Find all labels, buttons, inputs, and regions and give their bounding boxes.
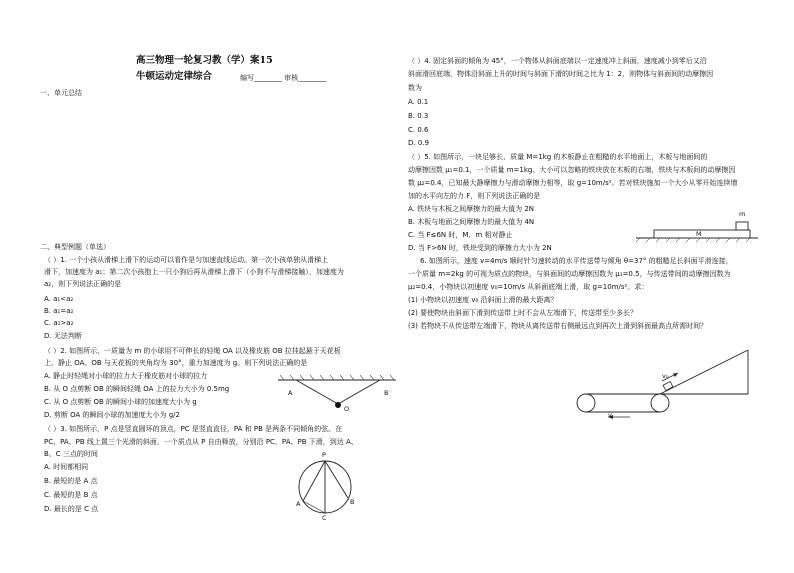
q1-line1: （ ）1. 一个小孩从滑梯上滑下的运动可以看作是匀加速直线运动。第一次小孩单独从滑梯上 [44,256,329,264]
q3-option-a: A. 时间都相同 [44,463,89,471]
ground-hatch [636,238,750,242]
ball [335,402,341,408]
q1-option-b: B. a₁=a₂ [44,307,74,315]
q5-line4: 加的水平向左的力 F，则下列说法正确的是 [408,192,541,200]
chord-pb [325,461,348,498]
q6-label-v: v [608,411,612,419]
iron-block-m [736,222,748,230]
q5-option-d: D. 当 F>6N 时，铁块受到的摩擦力大小为 2N [408,244,552,252]
rubber-band-ob [338,380,380,404]
q5-option-c: C. 当 F≤6N 时，M、m 相对静止 [408,231,513,239]
q2-line2: 上，静止 OA、OB 与天花板的夹角均为 30°，重力加速度为 g。则下列说法正确的是 [44,359,308,367]
q6-sub3: (3) 若物块不从传送带左端滑下，物块从离传送带右侧最远点到再次上滑到斜面最高点所需时间？ [408,322,708,330]
incline-surface [660,350,748,394]
q5-label-big-m: M [696,230,702,238]
q3-label-a: A [296,500,301,508]
q3-option-c: C. 最短的是 B 点 [44,491,98,499]
block-on-incline [663,382,673,391]
q6-sub1: (1) 小物块以初速度 v₀ 沿斜面上滑的最大距离？ [408,296,558,304]
q5-option-b: B. 木板与地面之间摩擦力的最大值为 4N [408,218,535,226]
q3-line3: B、C 三点的时间 [44,450,98,458]
q4-line1: （ ）4. 固定斜面的倾角为 45°，一个物体从斜面底端以一定速度冲上斜面，速度减小到零后又沿 [408,57,707,65]
q1-option-a: A. a₁<a₂ [44,295,74,303]
q2-option-c: C. 从 O 点剪断 OB 的瞬间小球的加速度大小为 g [44,398,197,406]
q6-sub2: (2) 要使物块由斜面下滑到传送带上时不会从左端滑下，传送带至少多长？ [408,309,638,317]
q5-option-a: A. 铁块与木板之间摩擦力的最大值为 2N [408,205,535,213]
q1-option-c: C. a₁>a₂ [44,319,74,327]
q1-line2: 滑下，加速度为 a₁；第二次小孩抱上一只小狗后再从滑梯上滑下（小狗不与滑梯接触），加速度为 [44,268,344,276]
q5-line2: 动摩擦因数 μ₁=0.1，一个质量 m=1kg、大小可以忽略的铁块放在木板的右端，铁块与木板间的动摩擦因 [408,166,736,174]
q2-option-a: A. 静止时轻绳对小球的拉力大于橡皮筋对小球的拉力 [44,372,208,380]
q5-label-m: m [739,210,746,218]
page-title: 高三物理一轮复习教（学）案15 [136,55,273,66]
ceiling-hatch [280,375,394,380]
q2-option-b: B. 从 O 点剪断 OB 的瞬间轻绳 OA 上的拉力大小为 0.5mg [44,385,230,393]
q3-label-p: P [322,451,326,459]
q2-figure [278,378,398,412]
q3-label-b: B [350,498,355,506]
q6-label-v0: v₀ [662,372,669,380]
q5-line3: 数 μ₂=0.4，已知最大静摩擦力与滑动摩擦力相等，取 g=10m/s²。若对铁块施加一个大小从零开始连续增 [408,179,738,187]
q6-line1: 6. 如图所示，速度 v=4m/s 顺时针匀速转动的水平传送带与倾角 θ=37° 的粗糙足长斜面平滑连接， [420,257,733,265]
q4-option-d: D. 0.9 [408,139,429,147]
left-pulley [577,394,595,412]
chord-ac [303,501,325,513]
section-examples: 二、典型例题（单选） [40,243,110,251]
q6-line2: 一个质量 m=2kg 的可视为质点的物块，与斜面间的动摩擦因数为 μ₁=0.5，与传送带间的动摩擦因数为 [408,270,731,278]
q3-figure [290,452,360,522]
section-unit-summary: 一、单元总结 [40,89,82,97]
rope-oa [296,380,338,404]
chord-pa [303,461,325,501]
q6-figure [568,350,758,420]
q4-option-c: C. 0.6 [408,126,429,134]
q2-line1: （ ）2. 如图所示，一质量为 m 的小球用不可伸长的轻绳 OA 以及橡皮筋 OB 拉挂起悬于天花板 [44,347,341,355]
q4-option-a: A. 0.1 [408,98,429,106]
q3-option-b: B. 最短的是 A 点 [44,477,98,485]
writer-reviewer-line: 编写________ 审核________ [240,74,327,82]
q3-label-c: C [322,514,327,522]
right-pulley [651,394,669,412]
q5-line1: （ ）5. 如图所示，一块足够长、质量 M=1kg 的木板静止在粗糙的水平地面上，木板与地面间的 [408,153,708,161]
q2-label-o: O [344,405,350,413]
q6-line3: μ₂=0.4，小物块以初速度 v₀=10m/s 从斜面底端上滑，取 g=10m/s²。求： [408,283,649,291]
q2-label-a: A [288,389,293,397]
q2-label-b: B [384,389,389,397]
q1-line3: a₂，则下列说法正确的是 [44,280,122,288]
board-m-big [654,230,750,238]
q4-option-b: B. 0.3 [408,112,429,120]
q4-line3: 数为 [408,84,422,92]
q1-option-d: D. 无法判断 [44,332,82,340]
q2-option-d: D. 剪断 OA 的瞬间小球的加速度大小为 g/2 [44,411,180,419]
q3-line2: PC、PA、PB 线上置三个光滑的斜面，一个质点从 P 自由释放，分别沿 PC、PA、PB 下滑，到达 A、 [44,438,358,446]
q4-line2: 斜面滑回底端，物体沿斜面上升的时间与斜面下滑的时间之比为 1：2，则物体与斜面间的动摩擦因 [408,70,714,78]
q3-option-d: D. 最长的是 C 点 [44,505,99,513]
q3-line1: （ ）3. 如图所示，P 点是竖直圆环的顶点，PC 是竖直直径，PA 和 PB 是两条不同倾角的弦。在 [44,425,343,433]
page-subtitle: 牛顿运动定律综合 [136,71,213,82]
